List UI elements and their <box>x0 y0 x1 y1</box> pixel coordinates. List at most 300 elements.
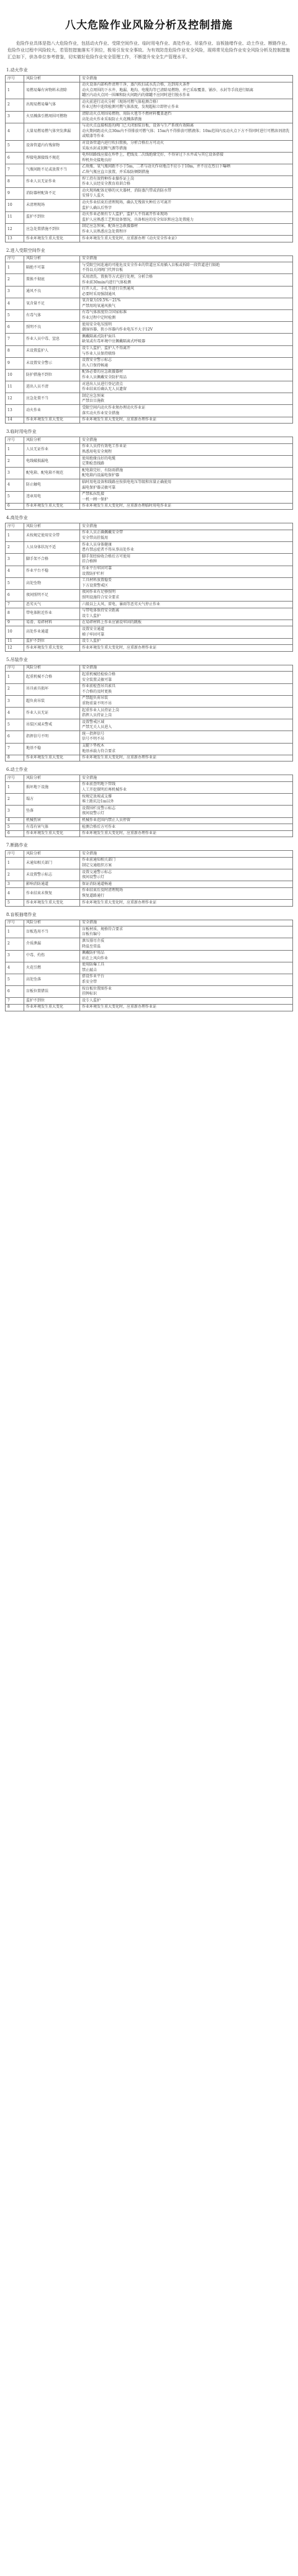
measures-cell <box>80 577 293 589</box>
measures-cell <box>80 817 293 824</box>
measures-cell <box>80 881 293 888</box>
row-number: 8 <box>6 755 24 762</box>
measure-item: 严禁无关人员进入 <box>82 725 112 730</box>
table-row <box>6 479 293 491</box>
measure-item: 检测合格后方可作业 <box>82 824 116 829</box>
risk-cell: 带电体附近作业 <box>24 608 80 620</box>
row-number: 1 <box>6 82 24 99</box>
table-row <box>6 781 293 793</box>
row-number: 2 <box>6 456 24 468</box>
section-5 <box>5 657 293 762</box>
measures-cell <box>80 262 293 274</box>
row-number: 6 <box>6 589 24 601</box>
measure-item: 作业前30min内进行气体检测 <box>82 280 132 285</box>
column-header: 安全措施 <box>80 851 293 858</box>
column-header: 风险分析 <box>24 255 80 262</box>
measure-item: 设置交通警示标志 <box>82 869 112 874</box>
table-row <box>6 443 293 455</box>
row-number: 6 <box>6 322 24 334</box>
measure-item: 机械作业范围内禁止人员停留 <box>82 818 131 822</box>
table-row <box>6 998 293 1005</box>
measures-cell <box>80 530 293 541</box>
table-row <box>6 393 293 405</box>
measure-item: 挂牌标识 <box>82 992 97 997</box>
risk-cell: 损坏地下设施 <box>24 781 80 793</box>
measure-item: 作业环境发生重大变化时，应重新办理作业证 <box>82 417 157 422</box>
measures-cell <box>80 443 293 455</box>
row-number: 2 <box>6 542 24 554</box>
risk-cell: 违章用电 <box>24 491 80 503</box>
table-row <box>6 236 293 242</box>
measures-cell <box>80 638 293 645</box>
measure-item: 统一指挥信号 <box>82 731 105 736</box>
risk-cell: 照明不良 <box>24 322 80 334</box>
row-number: 7 <box>6 998 24 1005</box>
measure-item: 作业环境发生重大变化时，应重新办理作业证 <box>82 755 157 760</box>
measure-item: 与带电体保持安全距离 <box>82 608 120 613</box>
measure-item: 下方设置警戒区 <box>82 583 109 588</box>
risk-cell: 作业平台不稳 <box>24 566 80 577</box>
measure-item: 设置围栏及警示标志 <box>82 806 116 811</box>
risk-table <box>5 850 293 906</box>
table-row <box>6 900 293 907</box>
column-header: 序号 <box>6 851 24 858</box>
row-number: 6 <box>6 503 24 510</box>
row-number: 5 <box>6 491 24 503</box>
section-6 <box>5 766 293 837</box>
row-number: 3 <box>6 554 24 566</box>
table-row <box>6 152 293 164</box>
measure-item: 缺氧或有毒环境中应佩戴隔离式呼吸器 <box>82 339 146 344</box>
document-page <box>5 0 293 1011</box>
column-header: 安全措施 <box>80 920 293 926</box>
table-row <box>6 755 293 762</box>
risk-cell: 有毒有害气体 <box>24 824 80 831</box>
table-row <box>6 123 293 140</box>
measures-cell <box>80 223 293 235</box>
table-row <box>6 542 293 554</box>
page-title: 八大危险作业风险分析及控制措施 <box>65 19 233 32</box>
measure-item: 制定应急预案，配备应急救援器材 <box>82 224 138 229</box>
measure-item: 清除动火点周围易燃物，用防火毯等不燃材料覆盖遮挡 <box>82 112 172 117</box>
measures-cell <box>80 393 293 405</box>
risk-cell: 未设置警示标志 <box>24 869 80 881</box>
table-row <box>6 577 293 589</box>
measures-cell <box>80 456 293 468</box>
table-header <box>6 76 293 82</box>
measure-item: 设专人监护，监护人不得离开 <box>82 346 131 351</box>
risk-cell: 焊接电源接线不规范 <box>24 152 80 164</box>
table-row <box>6 334 293 345</box>
row-number: 1 <box>6 781 24 793</box>
measure-item: 作业结束后确认无人员遗留 <box>82 387 127 392</box>
measure-item: 潮湿容器、狭小容器内作业电压不大于12V <box>82 327 153 332</box>
row-number: 1 <box>6 262 24 274</box>
column-header: 安全措施 <box>80 76 293 82</box>
column-header: 安全措施 <box>80 437 293 444</box>
risk-cell: 进出人员不清 <box>24 381 80 393</box>
row-number: 1 <box>6 443 24 455</box>
measure-item: 夜间设警示灯 <box>82 811 105 816</box>
table-header <box>6 775 293 782</box>
risk-cell: 人员身体状况不适 <box>24 542 80 554</box>
header-row <box>6 851 293 858</box>
row-number: 9 <box>6 620 24 626</box>
measure-item: 对进出人员进行登记清点 <box>82 381 124 386</box>
risk-cell: 夜间照明不足 <box>24 589 80 601</box>
section-title: 4.高处作业 <box>6 515 28 521</box>
row-number: 5 <box>6 309 24 321</box>
row-number: 5 <box>6 577 24 589</box>
table-row <box>6 794 293 806</box>
row-number: 1 <box>6 857 24 869</box>
measure-item: 作业人员身体健康 <box>82 542 112 547</box>
risk-cell: 未清理现场 <box>24 200 80 211</box>
table-row <box>6 164 293 175</box>
measures-cell <box>80 794 293 806</box>
table-row <box>6 881 293 888</box>
table-row <box>6 806 293 817</box>
section-title: 3.临时用电作业 <box>6 429 37 435</box>
row-number: 6 <box>6 731 24 743</box>
measure-item: 动火设备内部构件清理干净，蒸汽吹扫或水洗合格，达到用火条件 <box>82 82 191 87</box>
table-row <box>6 357 293 369</box>
risk-cell: 置换不彻底 <box>24 274 80 286</box>
risk-cell: 作业人员无证 <box>24 708 80 719</box>
risk-cell: 指挥信号不明 <box>24 731 80 743</box>
table-row <box>6 200 293 211</box>
measure-item: 作业环境发生重大变化时，应重新办理临时用电作业证 <box>82 504 172 509</box>
table-body <box>6 781 293 837</box>
sections-container <box>5 67 293 1011</box>
measure-item: 动火作业必须有专人监护，监护人不得离开作业现场 <box>82 212 168 217</box>
measure-item: 临时用电设备和线路应按供电电压等级和容量正确使用 <box>82 479 172 484</box>
measure-item: 动火作业结束后清理现场，确认无残留火种后方可离开 <box>82 200 172 205</box>
measure-item: 作业环境发生重大变化时，应重新办理作业证 <box>82 831 157 836</box>
row-number: 3 <box>6 950 24 962</box>
risk-cell: 作业环境发生重大变化 <box>24 830 80 837</box>
measure-item: 设置安全警示标志 <box>82 358 112 363</box>
measure-item: 设专人监护 <box>82 613 101 618</box>
row-number: 3 <box>6 111 24 123</box>
risk-cell: 作业人员中毒、窒息 <box>24 334 80 345</box>
risk-cell: 隔绝不可靠 <box>24 262 80 274</box>
measure-item: 作业过程中定时检测 <box>82 316 116 321</box>
measures-cell <box>80 857 293 869</box>
table-row <box>6 188 293 200</box>
row-number: 4 <box>6 817 24 824</box>
measure-item: 盲板材质、规格符合要求 <box>82 926 124 931</box>
row-number: 5 <box>6 974 24 985</box>
section-title: 6.动土作业 <box>6 767 28 773</box>
row-number: 8 <box>6 176 24 188</box>
measures-cell <box>80 869 293 881</box>
table-row <box>6 140 293 152</box>
measure-item: 泄压排尽介质 <box>82 938 105 943</box>
measure-item: 作业结束后及时清理现场 <box>82 888 124 893</box>
measures-cell <box>80 298 293 309</box>
risk-cell: 应急处置措施不到位 <box>24 223 80 235</box>
row-number: 8 <box>6 345 24 357</box>
column-header: 序号 <box>6 255 24 262</box>
measures-cell <box>80 602 293 608</box>
measures-cell <box>80 381 293 393</box>
risk-cell: 作业环境发生重大变化 <box>24 755 80 762</box>
measures-cell <box>80 645 293 652</box>
section-title: 2.进入受限空间作业 <box>6 247 45 253</box>
table-row <box>6 620 293 626</box>
row-number: 14 <box>6 417 24 424</box>
measure-item: 必要时采用强制通风 <box>82 291 116 296</box>
measures-cell <box>80 695 293 707</box>
measure-item: 患有禁忌症者不得从事高处作业 <box>82 548 135 553</box>
row-number: 1 <box>6 672 24 683</box>
row-number: 4 <box>6 708 24 719</box>
measure-item: 不得以关闭阀门代替盲板 <box>82 268 124 273</box>
measure-item: 按规定放坡或支撑 <box>82 794 112 799</box>
risk-cell: 作业环境发生重大变化 <box>24 900 80 907</box>
measure-item: 使用绝缘良好的电缆 <box>82 456 116 461</box>
measures-cell <box>80 708 293 719</box>
measure-item: 乙炔瓶、氧气瓶间距不小于5m，二者与动火作业地点不应小于10m，并不应在烈日下曝晒 <box>82 164 230 169</box>
table-row <box>6 731 293 743</box>
table-row <box>6 926 293 938</box>
table-row <box>6 589 293 601</box>
measures-cell <box>80 236 293 242</box>
measures-cell <box>80 830 293 837</box>
measures-cell <box>80 683 293 695</box>
table-row <box>6 262 293 274</box>
measure-item: 设置防护栏杆 <box>82 571 105 576</box>
row-number: 7 <box>6 164 24 175</box>
measure-item: 定期检查线路 <box>82 461 105 466</box>
measures-cell <box>80 731 293 743</box>
table-row <box>6 322 293 334</box>
risk-cell: 作业环境发生重大变化 <box>24 645 80 652</box>
risk-cell: 坠落 <box>24 806 80 817</box>
row-number: 7 <box>6 334 24 345</box>
risk-cell: 未按规定使用安全带 <box>24 530 80 541</box>
row-number: 6 <box>6 152 24 164</box>
row-number: 3 <box>6 881 24 888</box>
measure-item: 有毒气体浓度符合国家标准 <box>82 310 127 315</box>
table-header <box>6 920 293 926</box>
risk-cell: 大量易燃易燃气体突发泄漏 <box>24 123 80 140</box>
row-number: 10 <box>6 626 24 638</box>
measures-cell <box>80 123 293 140</box>
measure-item: 按盲板位置图作业 <box>82 986 112 991</box>
measures-cell <box>80 99 293 111</box>
row-number: 3 <box>6 806 24 817</box>
row-number: 8 <box>6 608 24 620</box>
column-header: 风险分析 <box>24 775 80 782</box>
measure-item: 配电箱完好，有防雨措施 <box>82 468 124 473</box>
measure-item: 作业人员正确佩戴安全带 <box>82 530 124 535</box>
row-number: 5 <box>6 719 24 731</box>
risk-cell: 火星溅落引燃周围可燃物 <box>24 111 80 123</box>
risk-cell: 配电箱、配电箱不规范 <box>24 468 80 479</box>
risk-cell: 脚手架不合格 <box>24 554 80 566</box>
measure-item: 作业人员佩戴安全防护用品 <box>82 375 127 380</box>
measure-item: 配备必要的应急救援器材 <box>82 370 124 375</box>
column-header: 序号 <box>6 437 24 444</box>
risk-cell: 机械伤害 <box>24 817 80 824</box>
table-row <box>6 974 293 985</box>
row-number: 8 <box>6 1004 24 1011</box>
table-row <box>6 417 293 424</box>
row-number: 7 <box>6 743 24 755</box>
table-row <box>6 176 293 188</box>
measure-item: 挂合格牌 <box>82 559 97 564</box>
measures-cell <box>80 309 293 321</box>
table-row <box>6 602 293 608</box>
risk-cell: 盲板选用不当 <box>24 926 80 938</box>
risk-cell: 高处坠物 <box>24 577 80 589</box>
table-row <box>6 743 293 755</box>
section-1 <box>5 67 293 242</box>
measures-cell <box>80 200 293 211</box>
measure-item: 起重机械经检验合格 <box>82 672 116 677</box>
table-row <box>6 381 293 393</box>
risk-cell: 易滑、易碎材料 <box>24 620 80 626</box>
row-number: 12 <box>6 223 24 235</box>
risk-table <box>5 75 293 242</box>
table-row <box>6 887 293 899</box>
measure-item: 监护人应熟悉工艺和设备情况，具备相应的安全知识和应急处置能力 <box>82 217 194 222</box>
column-header: 风险分析 <box>24 851 80 858</box>
section-title: 8.盲板抽堵作业 <box>6 912 37 917</box>
row-number: 13 <box>6 405 24 417</box>
column-header: 安全措施 <box>80 255 293 262</box>
table-body <box>6 530 293 651</box>
measure-item: 熟悉用电安全规程 <box>82 449 112 454</box>
measure-item: 氧含量为19.5%～21% <box>82 298 121 303</box>
measure-item: 焊机外壳接地良好 <box>82 158 112 162</box>
row-number: 4 <box>6 566 24 577</box>
measure-item: 六级以上大风、雷电、暴雨等恶劣天气停止作业 <box>82 602 161 606</box>
measure-item: 电焊回路线应接在焊件上，把线及二次线绝缘完好，不得穿过下水井或与其它设备搭接 <box>82 153 224 158</box>
table-body <box>6 443 293 510</box>
table-row <box>6 223 293 235</box>
measure-item: 安排专人监火 <box>82 193 105 198</box>
risk-cell: 作业环境发生重大变化 <box>24 1004 80 1011</box>
measure-item: 脚手架经验收合格后方可使用 <box>82 554 131 559</box>
risk-cell: 火花引燃 <box>24 962 80 974</box>
measures-cell <box>80 672 293 683</box>
measures-cell <box>80 140 293 152</box>
column-header: 风险分析 <box>24 437 80 444</box>
measure-item: 设置安全通道 <box>82 626 105 631</box>
measures-cell <box>80 900 293 907</box>
row-number: 12 <box>6 393 24 405</box>
row-number: 5 <box>6 140 24 152</box>
risk-cell: 恶劣天气 <box>24 602 80 608</box>
table-row <box>6 638 293 645</box>
measure-item: 制定应急预案 <box>82 393 105 398</box>
measure-item: 支腿下垫枕木 <box>82 744 105 748</box>
risk-cell: 防护措施不到位 <box>24 369 80 381</box>
measure-item: 采用清洗、置换等方式进行处理，分析合格 <box>82 274 153 279</box>
measure-item: 夜间设警示灯 <box>82 875 105 880</box>
table-row <box>6 950 293 962</box>
risk-cell: 吊装区域未警戒 <box>24 719 80 731</box>
table-row <box>6 345 293 357</box>
measures-cell <box>80 719 293 731</box>
measures-cell <box>80 950 293 962</box>
table-row <box>6 986 293 998</box>
risk-cell: 起重机械不合格 <box>24 672 80 683</box>
measure-item: 采取水封或切断气源等措施 <box>82 146 127 151</box>
measures-cell <box>80 938 293 950</box>
risk-cell: 通风不良 <box>24 286 80 298</box>
measure-item: 制定交通组织方案 <box>82 863 112 868</box>
header-row <box>6 920 293 926</box>
table-row <box>6 309 293 321</box>
measure-item: 安全装置灵敏可靠 <box>82 677 112 682</box>
table-row <box>6 530 293 541</box>
measure-item: 指挥人员持证上岗 <box>82 713 112 718</box>
measure-item: 夜间作业有足够照明 <box>82 590 116 595</box>
row-number: 1 <box>6 530 24 541</box>
column-header: 安全措施 <box>80 523 293 530</box>
row-number: 10 <box>6 200 24 211</box>
measure-item: 地基承载力符合要求 <box>82 748 116 753</box>
risk-cell: 气瓶间距不足或放置不当 <box>24 164 80 175</box>
measure-item: 作业平台牢固可靠 <box>82 566 112 571</box>
row-number: 2 <box>6 274 24 286</box>
table-row <box>6 274 293 286</box>
row-number: 9 <box>6 188 24 200</box>
measures-cell <box>80 974 293 985</box>
risk-cell: 作业人员无证作业 <box>24 176 80 188</box>
table-row <box>6 672 293 683</box>
header-row <box>6 437 293 444</box>
table-row <box>6 645 293 652</box>
measures-cell <box>80 620 293 626</box>
risk-cell: 中毒、灼伤 <box>24 950 80 962</box>
measure-item: 焊工持有效特种作业操作证上岗 <box>82 176 135 181</box>
measure-item: 作业人员经安全教育培训合格 <box>82 182 131 187</box>
row-number: 5 <box>6 900 24 907</box>
measure-item: 乙炔气瓶应直立放置，并采取防倾倒措施 <box>82 170 150 174</box>
measures-cell <box>80 369 293 381</box>
measures-cell <box>80 82 293 99</box>
risk-table <box>5 255 293 424</box>
measure-item: 作业前检查吊具索具 <box>82 684 116 689</box>
column-header: 序号 <box>6 76 24 82</box>
row-number: 11 <box>6 638 24 645</box>
risk-cell: 电线破损漏电 <box>24 456 80 468</box>
row-number: 9 <box>6 357 24 369</box>
measure-item: 使用防爆工具 <box>82 962 105 967</box>
table-header <box>6 437 293 444</box>
measure-item: 设专人监护 <box>82 639 101 644</box>
row-number: 3 <box>6 468 24 479</box>
measure-item: 佩戴防护用品 <box>82 951 105 956</box>
risk-cell: 消防器材配备不足 <box>24 188 80 200</box>
measures-cell <box>80 806 293 817</box>
measures-cell <box>80 274 293 286</box>
measure-item: 对设备管道内进行吹扫置换，分析合格后方可动火 <box>82 141 165 146</box>
measure-item: 严禁用纯氧通风换气 <box>82 303 116 308</box>
row-number: 5 <box>6 824 24 831</box>
measures-cell <box>80 781 293 793</box>
measure-item: 搭设作业平台 <box>82 974 105 979</box>
section-8 <box>5 912 293 1011</box>
row-number: 2 <box>6 938 24 950</box>
table-row <box>6 503 293 510</box>
measure-item: 严禁超负荷吊装 <box>82 696 109 701</box>
